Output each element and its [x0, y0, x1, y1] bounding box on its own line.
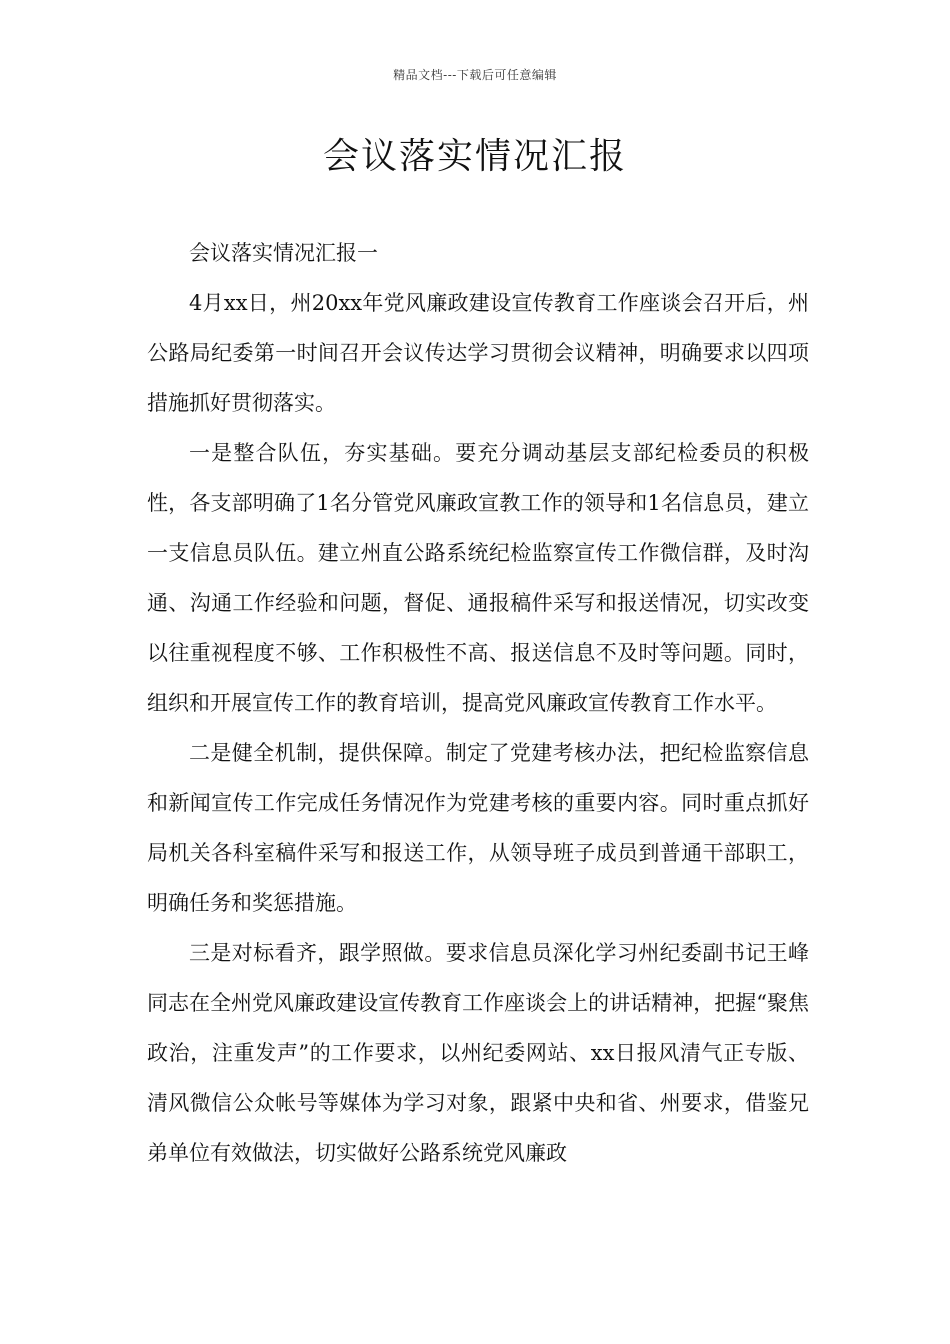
header-note: 精品文档---下载后可任意编辑: [393, 68, 557, 82]
paragraph: 二是健全机制，提供保障。制定了党建考核办法，把纪检监察信息和新闻宣传工作完成任务情况作为党建考核的重要内容。同时重点抓好局机关各科室稿件采写和报送工作，从领导班子成员到普通干部职工，明确任务和奖惩措施。: [147, 741, 809, 915]
paragraph: 一是整合队伍，夯实基础。要充分调动基层支部纪检委员的积极性，各支部明确了1名分管党风廉政宣教工作的领导和1名信息员，建立一支信息员队伍。建立州直公路系统纪检监察宣传工作微信群，及时沟通、沟通工作经验和问题，督促、通报稿件采写和报送情况，切实改变以往重视程度不够、工作积极性不高、报送信息不及时等问题。同时，组织和开展宣传工作的教育培训，提高党风廉政宣传教育工作水平。: [147, 441, 809, 715]
document-title: 会议落实情况汇报: [322, 136, 627, 177]
paragraph: 4月xx日，州20xx年党风廉政建设宣传教育工作座谈会召开后，州公路局纪委第一时间召开会议传达学习贯彻会议精神，明确要求以四项措施抓好贯彻落实。: [147, 291, 809, 415]
paragraph-subtitle: 会议落实情况汇报一: [189, 241, 378, 265]
paragraph: 三是对标看齐，跟学照做。要求信息员深化学习州纪委副书记王峰同志在全州党风廉政建设宣传教育工作座谈会上的讲话精神，把握“聚焦政治，注重发声”的工作要求，以州纪委网站、xx日报风清气正专版、清风微信公众帐号等媒体为学习对象，跟紧中央和省、州要求，借鉴兄弟单位有效做法，切实做好公路系统党风廉政: [147, 941, 809, 1165]
document-body: [147, 228, 809, 1178]
